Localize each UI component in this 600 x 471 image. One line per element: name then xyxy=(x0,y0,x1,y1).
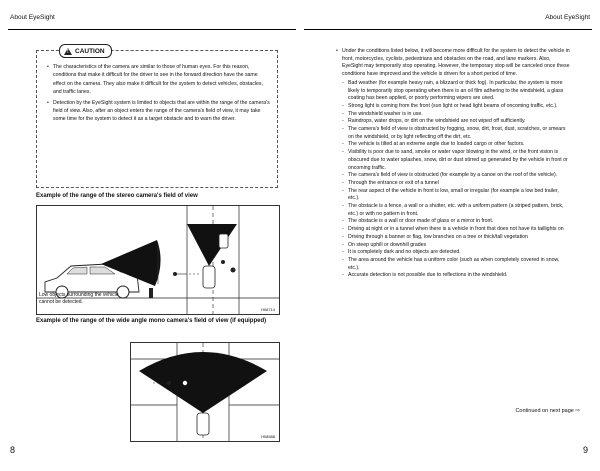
figure-caption: Low objects surrounding the vehicle cannot be detected. xyxy=(39,292,119,305)
page-number-left: 8 xyxy=(10,445,16,455)
caution-label: CAUTION xyxy=(75,47,105,55)
condition-item: - Driving through a banner or flag, low branches on a tree or thick/tall vegetation xyxy=(342,234,570,242)
condition-item: - The rear aspect of the vehicle in front is low, small or irregular (for example a low bed trailer, etc.). xyxy=(342,188,570,203)
caution-box xyxy=(36,47,278,188)
condition-item: - The camera's field of view is obstructed by fogging, snow, dirt, frost, dust, scratches, or smears on the windshield, or by light reflecting off the dirt, etc. xyxy=(342,126,570,141)
condition-item: - The camera's field of view is obstructed (for example by a canoe on the roof of the vehicle). xyxy=(342,172,570,180)
caution-item: • Detection by the EyeSight system is limited to objects that are within the range of the camera's field of view. Also, after an object enters the range of the camera's field of view, it may take some time for the system to detect it as a target obstacle and to warn the driver. xyxy=(47,99,271,124)
condition-item: - Strong light is coming from the front (sun light or head light beams of oncoming traffic, etc.). xyxy=(342,103,570,111)
condition-item: - The vehicle is tilted at an extreme angle due to loaded cargo or other factors. xyxy=(342,141,570,149)
condition-item: - The obstacle is a fence, a wall or a shutter, etc. with a uniform pattern (a striped pattern, brick, etc.) or with no pattern in front. xyxy=(342,203,570,218)
header-rule-right xyxy=(304,29,592,30)
conditions-column xyxy=(336,48,570,280)
condition-item: - Through the entrance or exit of a tunnel xyxy=(342,180,570,188)
condition-item: - Bad weather (for example heavy rain, a blizzard or thick fog). In particular, the system is more likely to temporarily stop operating when there is an oil film adhering to the windshield, a glass coating has been applied, or poorly performing wipers are used. xyxy=(342,80,570,103)
caution-list xyxy=(37,51,277,124)
section-title-mono: Example of the range of the wide angle mono camera's field of view (if equipped) xyxy=(36,318,267,324)
section-title-stereo: Example of the range of the stereo camera's field of view xyxy=(36,193,198,199)
conditions-list xyxy=(336,80,570,280)
condition-item: - Driving at night or in a tunnel when there is a vehicle in front that does not have its taillights on xyxy=(342,226,570,234)
running-header-right: About EyeSight xyxy=(545,14,590,21)
continued-next-page: Continued on next page ⇨ xyxy=(515,408,580,414)
figure-code: H08588 xyxy=(260,434,275,439)
condition-item: - The area around the vehicle has a uniform color (such as when completely covered in snow, etc.). xyxy=(342,257,570,272)
condition-item: - Accurate detection is not possible due to reflections in the windshield. xyxy=(342,272,570,280)
figure-code: H08714 xyxy=(260,307,275,312)
condition-item: - On steep uphill or downhill grades xyxy=(342,242,570,250)
page-number-right: 9 xyxy=(582,445,588,455)
condition-item: - The obstacle is a wall or door made of glass or a mirror in front. xyxy=(342,218,570,226)
condition-item: - It is completely dark and no objects are detected. xyxy=(342,249,570,257)
mono-camera-figure xyxy=(130,342,280,442)
condition-item: - Visibility is poor due to sand, smoke or water vapor blowing in the wind, or the front vision is obscured due to water splashes, snow, dirt or dust stirred up generated by the vehicle in front or oncoming traffic. xyxy=(342,149,570,172)
warning-triangle-icon xyxy=(64,48,72,55)
caution-item: • The characteristics of the camera are similar to those of human eyes. For this reason, conditions that make it difficult for the driver to see in the forward direction have the same effect on the camera. They also make it difficult for the system to detect vehicles, obstacles, and traffic lanes. xyxy=(47,63,271,97)
header-rule-left xyxy=(8,29,296,30)
conditions-lead: • Under the conditions listed below, it will become more difficult for the system to detect the vehicle in front, motorcycles, cyclists, pedestrians and obstacles on the road, and lane markers. Also, EyeSight may temporarily stop operating. However, the temporary stop will be canceled once these conditions have improved and the vehicle is driven for a short period of time. xyxy=(336,48,570,79)
mono-fov-diagram xyxy=(131,343,279,441)
caution-tag xyxy=(59,44,112,58)
stereo-camera-figure xyxy=(36,205,280,315)
condition-item: - The windshield washer is in use. xyxy=(342,111,570,119)
running-header-left: About EyeSight xyxy=(10,14,55,21)
condition-item: - Raindrops, water drops, or dirt on the windshield are not wiped off sufficiently. xyxy=(342,118,570,126)
